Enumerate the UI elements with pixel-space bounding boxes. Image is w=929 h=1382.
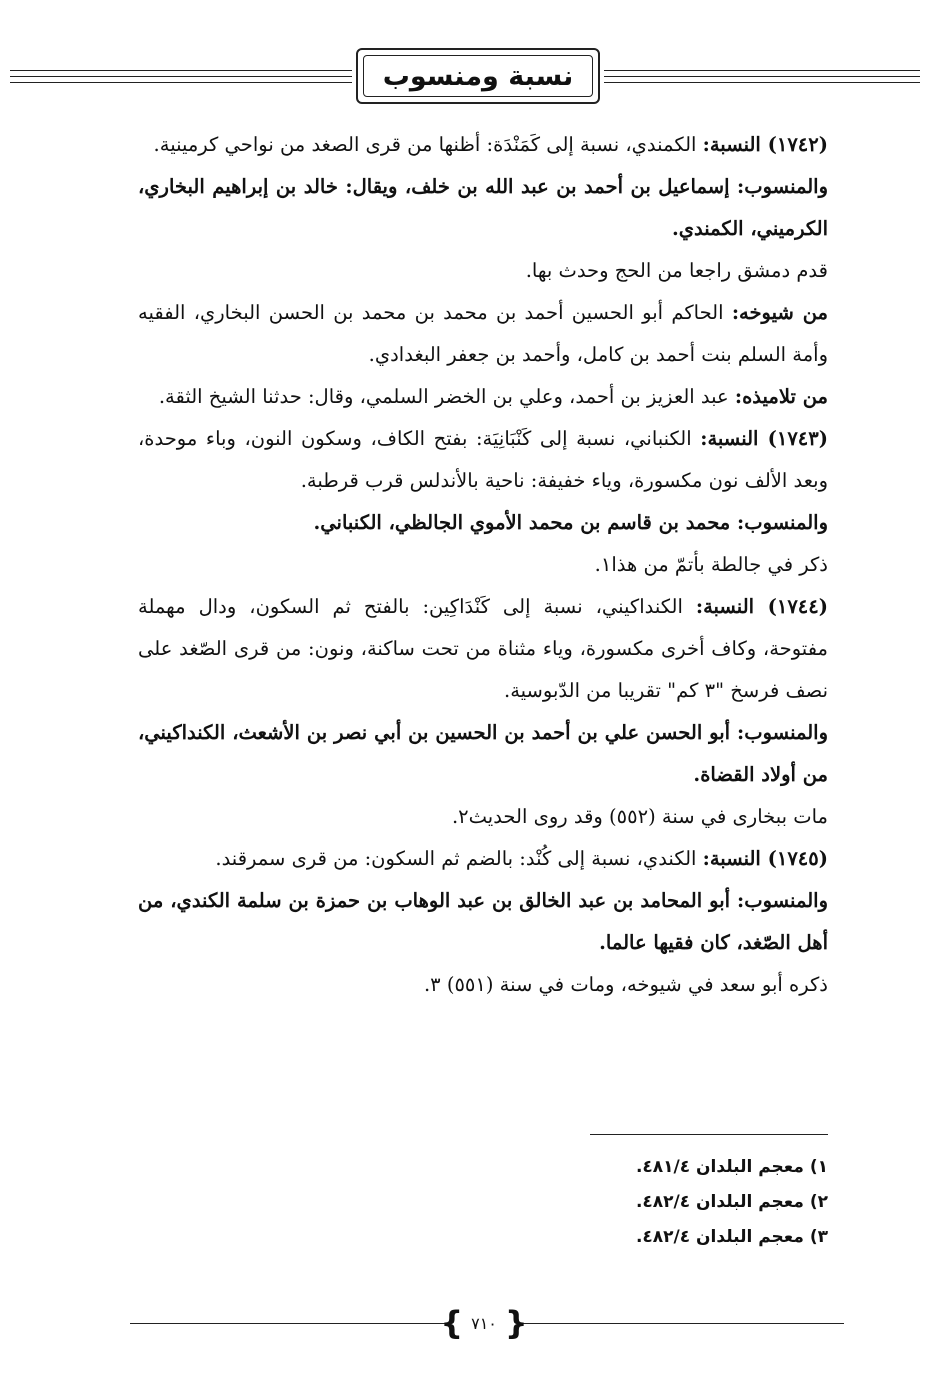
header-rule-left-top	[10, 70, 352, 71]
open-brace-icon: {	[504, 1304, 528, 1342]
footnote-item: ٢) معجم البلدان ٤٨٢/٤.	[635, 1192, 828, 1212]
footnote-item: ١) معجم البلدان ٤٨١/٤.	[635, 1157, 828, 1177]
paragraph-lead: (١٧٤٥) النسبة:	[702, 847, 828, 870]
paragraph	[138, 838, 828, 880]
paragraph	[138, 250, 828, 292]
paragraph	[138, 502, 828, 544]
footnote-separator	[590, 1134, 828, 1135]
paragraph	[138, 796, 828, 838]
paragraph-text: الكنداكيني، نسبة إلى كَنْدَاكِين: بالفتح ثم السكون، ودال مهملة مفتوحة، وكاف أخرى مكسورة، وياء مثناة من تحت ساكنة، ونون: من قرى الصّغد على نصف فرسخ "٣ كم" تقريبا من الدّبوسية.	[138, 595, 828, 702]
paragraph	[138, 166, 828, 250]
paragraph-text: والمنسوب: محمد بن قاسم بن محمد الأموي الجالظي، الكنباني.	[313, 511, 828, 534]
paragraph	[138, 712, 828, 796]
footnotes	[560, 1150, 828, 1255]
paragraph	[138, 124, 828, 166]
header-rule-left-bottom	[10, 82, 352, 83]
footnote-item: ٣) معجم البلدان ٤٨٢/٤.	[635, 1227, 828, 1247]
paragraph-text: والمنسوب: أبو الحسن علي بن أحمد بن الحسين بن أبي نصر بن الأشعث، الكنداكيني، من أولاد القضاة.	[138, 721, 828, 786]
paragraph-lead: (١٧٤٣) النسبة:	[700, 427, 828, 450]
paragraph	[138, 544, 828, 586]
main-text	[138, 124, 828, 1006]
close-brace-icon: }	[440, 1304, 464, 1342]
paragraph-text: الكندي، نسبة إلى كُنْد: بالضم ثم السكون: من قرى سمرقند.	[215, 847, 703, 870]
paragraph	[138, 964, 828, 1006]
paragraph	[138, 586, 828, 712]
paragraph-text: الكنباني، نسبة إلى كَنْبَانِيَة: بفتح الكاف، وسكون النون، وباء موحدة، وبعد الألف نون مكسورة، وياء خفيفة: ناحية بالأندلس قرب قرطبة.	[138, 427, 828, 492]
page-number: ٧١٠	[471, 1313, 497, 1333]
header-title-inner-frame	[363, 55, 593, 97]
paragraph-text: عبد العزيز بن أحمد، وعلي بن الخضر السلمي، وقال: حدثنا الشيخ الثقة.	[158, 385, 735, 408]
paragraph	[138, 292, 828, 376]
paragraph	[138, 418, 828, 502]
header-rule-left-mid	[10, 76, 352, 77]
paragraph-text: ذكره أبو سعد في شيوخه، ومات في سنة (٥٥١) ٣.	[423, 973, 828, 996]
paragraph-lead: من تلاميذه:	[734, 385, 828, 408]
page-number-frame	[440, 1304, 528, 1342]
header-title-frame	[356, 48, 600, 104]
paragraph-text: الحاكم أبو الحسين أحمد بن محمد بن محمد بن الحسن البخاري، الفقيه وأمة السلم بنت أحمد بن كامل، وأحمد بن جعفر البغدادي.	[138, 301, 828, 366]
paragraph-text: والمنسوب: أبو المحامد بن عبد الخالق بن عبد الوهاب بن حمزة بن سلمة الكندي، من أهل الصّغد، كان فقيها عالما.	[138, 889, 828, 954]
paragraph-text: قدم دمشق راجعا من الحج وحدث بها.	[525, 259, 828, 282]
paragraph-text: والمنسوب: إسماعيل بن أحمد بن عبد الله بن خلف، ويقال: خالد بن إبراهيم البخاري، الكرميني، الكمندي.	[138, 175, 828, 240]
header-rule-right-top	[604, 70, 920, 71]
header-rule-right-bottom	[604, 82, 920, 83]
header-rule-right-mid	[604, 76, 920, 77]
paragraph-lead: (١٧٤٢) النسبة:	[702, 133, 828, 156]
footer-rule-left	[130, 1323, 446, 1324]
page-header-title: نسبة ومنسوب	[382, 60, 574, 92]
footer-rule-right	[522, 1323, 844, 1324]
paragraph-lead: (١٧٤٤) النسبة:	[695, 595, 828, 618]
paragraph	[138, 880, 828, 964]
paragraph-text: الكمندي، نسبة إلى كَمَنْدَة: أظنها من قرى الصغد من نواحي كرمينية.	[153, 133, 703, 156]
paragraph-lead: من شيوخه:	[731, 301, 828, 324]
paragraph	[138, 376, 828, 418]
paragraph-text: ذكر في جالطة بأتمّ من هذا١.	[594, 553, 828, 576]
paragraph-text: مات ببخارى في سنة (٥٥٢) وقد روى الحديث٢.	[451, 805, 828, 828]
